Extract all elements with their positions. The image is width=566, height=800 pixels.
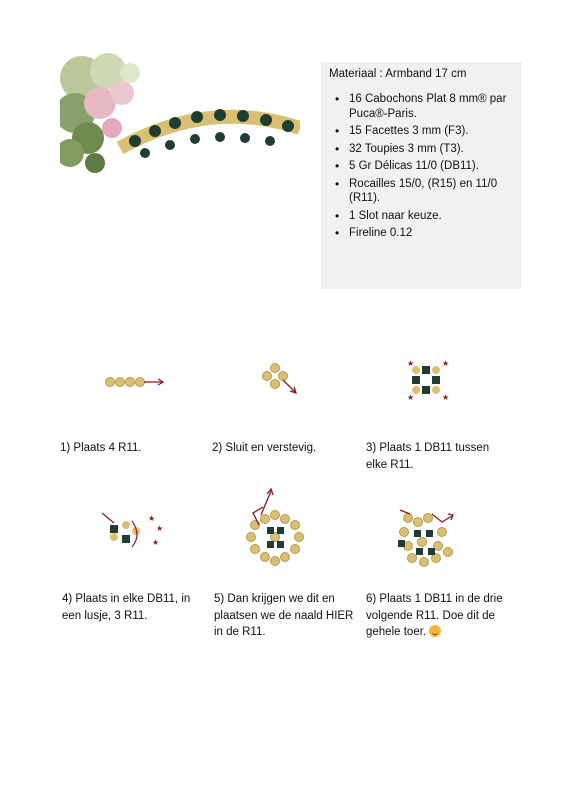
step-2-caption: 2) Sluit en verstevig. (212, 442, 317, 454)
flower-decoration (60, 53, 140, 173)
material-list (329, 92, 519, 244)
material-item: • Fireline 0.12 (329, 226, 519, 241)
step-6-caption-wrap (366, 591, 506, 641)
step-5-caption: 5) Dan krijgen we dit en plaatsen we de naald HIER in de R11. (214, 593, 354, 638)
material-item: • 16 Cabochons Plat 8 mm® par Puca®-Paris. (329, 92, 519, 121)
smiley-icon (429, 625, 441, 637)
svg-text:★: ★ (442, 393, 450, 402)
material-title: Materiaal : Armband 17 cm (329, 68, 467, 80)
step-1-image (70, 340, 200, 430)
step-6-caption: 6) Plaats 1 DB11 in de drie volgende R11. Doe dit de gehele toer. (366, 593, 503, 638)
svg-text:★: ★ (407, 393, 415, 402)
step-4-image (70, 495, 200, 585)
material-panel (321, 62, 522, 289)
svg-text:★: ★ (442, 359, 450, 368)
step-5-image (213, 485, 343, 575)
step-6-image (360, 490, 490, 580)
bracelet-photo (60, 53, 300, 188)
material-item: • 1 Slot naar keuze. (329, 209, 519, 224)
bracelet (120, 109, 300, 158)
svg-text:★: ★ (148, 514, 156, 523)
step-1-caption: 1) Plaats 4 R11. (60, 442, 142, 454)
material-item: • 15 Facettes 3 mm (F3). (329, 124, 519, 139)
step-3-image (360, 340, 490, 430)
step-2-image (213, 340, 343, 430)
svg-text:★: ★ (152, 538, 160, 547)
svg-text:★: ★ (156, 524, 164, 533)
material-item: • 5 Gr Délicas 11/0 (DB11). (329, 159, 519, 174)
material-item: • 32 Toupies 3 mm (T3). (329, 142, 519, 157)
material-item: • Rocailles 15/0, (R15) en 11/0 (R11). (329, 177, 519, 206)
step-4-caption: 4) Plaats in elke DB11, in een lusje, 3 R11. (62, 593, 191, 622)
svg-text:★: ★ (407, 359, 415, 368)
step-3-caption: 3) Plaats 1 DB11 tussen elke R11. (366, 442, 490, 471)
